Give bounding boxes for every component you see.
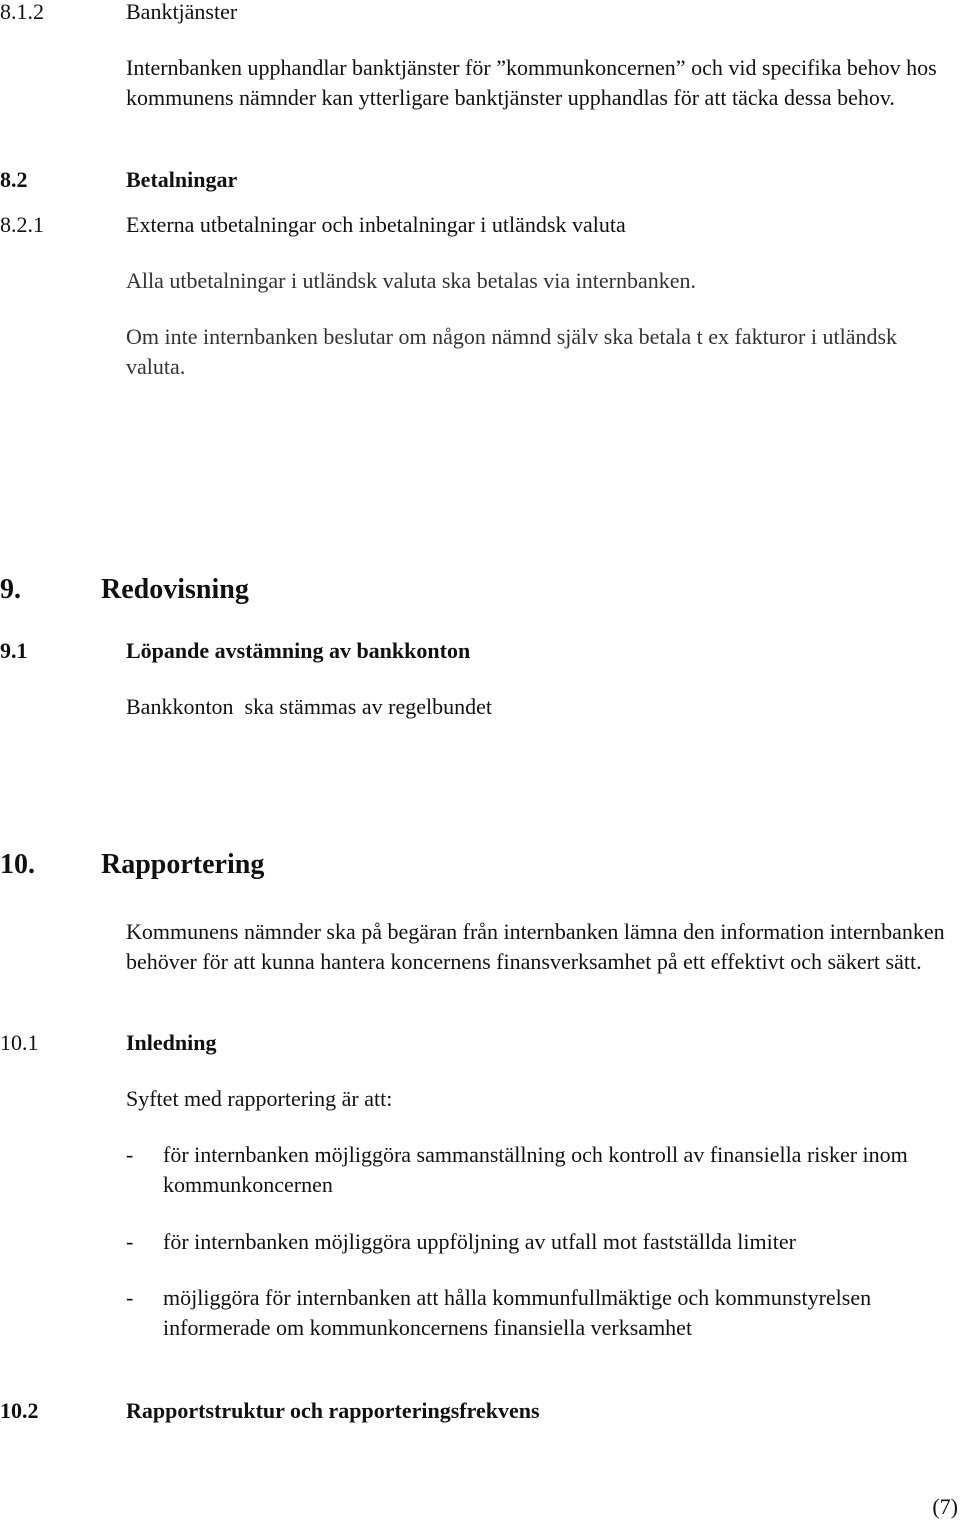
bullet-text: för internbanken möjliggöra uppföljning av utfall mot fastställda limiter xyxy=(163,1229,796,1254)
section-10-title: Rapportering xyxy=(101,849,265,880)
section-10-number: 10. xyxy=(0,849,35,880)
section-10-2-number: 10.2 xyxy=(0,1398,39,1423)
bullet-text: möjliggöra för internbanken att hålla kommunfullmäktige och kommunstyrelsen informerade om kommunkoncernens finansiella verksamhet xyxy=(163,1285,872,1340)
section-9-title: Redovisning xyxy=(101,574,249,605)
section-8-2-1-paragraph-1: Alla utbetalningar i utländsk valuta ska betalas via internbanken. xyxy=(126,268,696,293)
section-10-1-paragraph: Syftet med rapportering är att: xyxy=(126,1086,393,1111)
section-10-2-title: Rapportstruktur och rapporteringsfrekvens xyxy=(126,1398,540,1423)
bullet-text: för internbanken möjliggöra sammanställning och kontroll av finansiella risker inom kommunkoncernen xyxy=(163,1142,908,1197)
section-8-2-1-paragraph-2: Om inte internbanken beslutar om någon nämnd själv ska betala t ex fakturor i utländsk valuta. xyxy=(126,324,898,379)
section-9-1-number: 9.1 xyxy=(0,638,28,663)
section-8-2-1-number: 8.2.1 xyxy=(0,212,44,237)
section-9-1-paragraph: Bankkonton ska stämmas av regelbundet xyxy=(126,694,492,719)
section-8-2-number: 8.2 xyxy=(0,167,28,192)
section-10-paragraph: Kommunens nämnder ska på begäran från internbanken lämna den information internbanken behöver för att kunna hantera koncernens finansverksamhet på ett effektivt och säkert sätt. xyxy=(126,919,945,974)
section-9-1-title: Löpande avstämning av bankkonton xyxy=(126,638,471,663)
section-10-1-number: 10.1 xyxy=(0,1030,39,1055)
section-9-number: 9. xyxy=(0,574,21,605)
section-10-1-title: Inledning xyxy=(126,1030,217,1055)
section-8-2-title: Betalningar xyxy=(126,167,238,192)
section-8-1-2-title: Banktjänster xyxy=(126,0,238,24)
bullet-dash: - xyxy=(126,1142,134,1167)
section-8-1-2-number: 8.1.2 xyxy=(0,0,44,24)
section-8-1-2-paragraph: Internbanken upphandlar banktjänster för ”kommunkoncernen” och vid specifika behov hos kommunens nämnder kan ytterligare banktjänster upphandlas för att täcka dessa behov. xyxy=(126,55,937,110)
section-8-2-1-title: Externa utbetalningar och inbetalningar i utländsk valuta xyxy=(126,212,626,237)
page-number: (7) xyxy=(932,1494,958,1519)
bullet-dash: - xyxy=(126,1285,134,1310)
bullet-dash: - xyxy=(126,1229,134,1254)
